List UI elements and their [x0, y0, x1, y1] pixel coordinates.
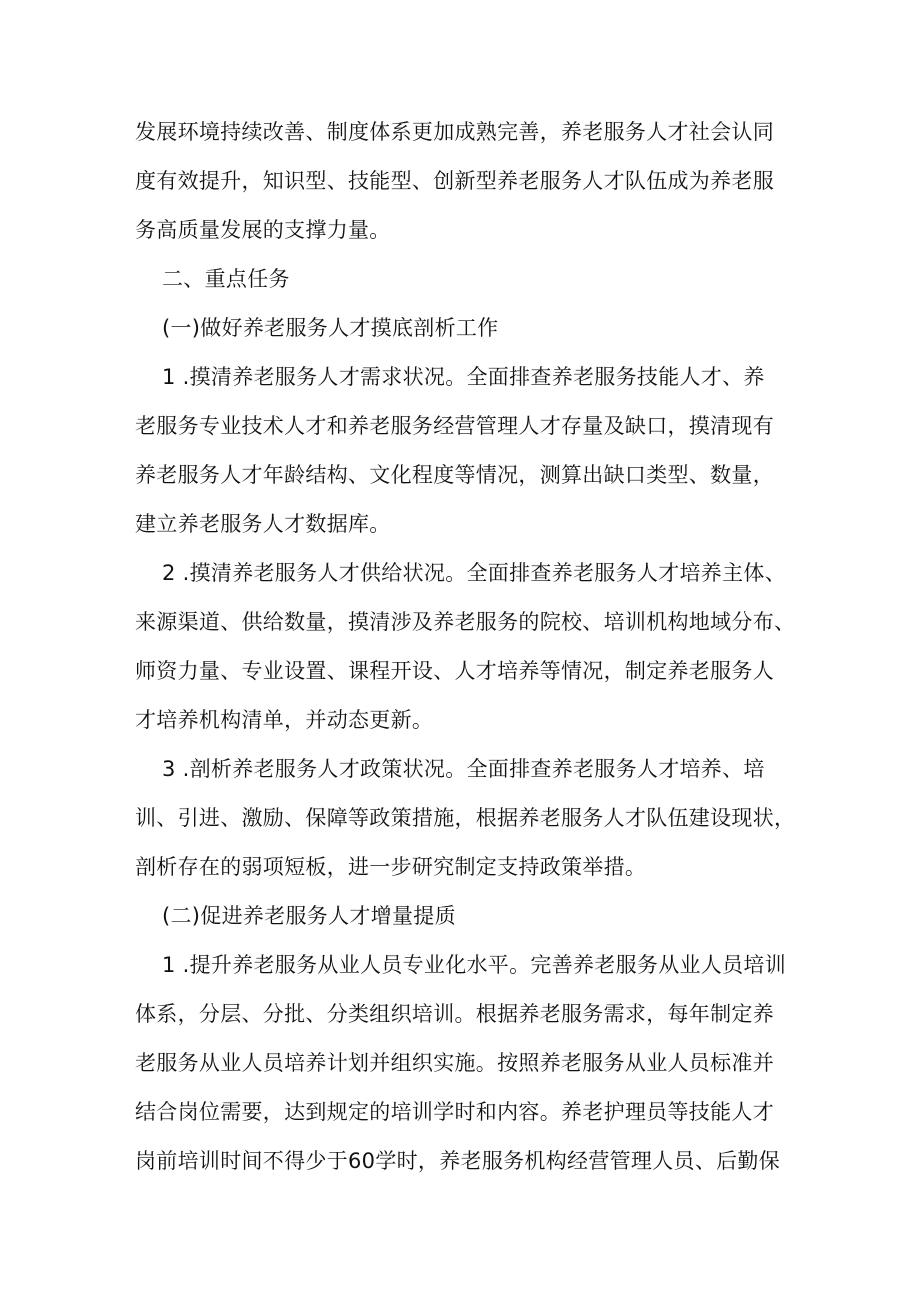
item-1-3-line-2: 训、引进、激励、保障等政策措施，根据养老服务人才队伍建设现状，: [135, 806, 796, 830]
item-1-2-line-3: 师资力量、专业设置、课程开设、人才培养等情况，制定养老服务人: [135, 659, 774, 683]
item-1-1-line-3: 养老服务人才年龄结构、文化程度等情况，测算出缺口类型、数量，: [135, 463, 774, 487]
item-1-3-line-1: 3 .剖析养老服务人才政策状况。全面排查养老服务人才培养、培: [162, 757, 765, 781]
item-1-1-line-4: 建立养老服务人才数据库。: [135, 512, 391, 536]
item-1-3-line-3: 剖析存在的弱项短板，进一步研究制定支持政策举措。: [135, 855, 647, 879]
item-2-1-line-3: 老服务从业人员培养计划并组织实施。按照养老服务从业人员标准并: [135, 1051, 774, 1075]
item-1-1-line-2: 老服务专业技术人才和养老服务经营管理人才存量及缺口，摸清现有: [135, 414, 774, 438]
item-1-1-line-1: 1 .摸清养老服务人才需求状况。全面排查养老服务技能人才、养: [162, 365, 765, 389]
item-1-2-line-2: 来源渠道、供给数量，摸清涉及养老服务的院校、培训机构地域分布、: [135, 610, 796, 634]
section-heading: 二、重点任务: [162, 267, 290, 291]
item-2-1-line-5: 岗前培训时间不得少于60学时，养老服务机构经营管理人员、后勤保: [135, 1149, 781, 1173]
subsection-heading-1: (一)做好养老服务人才摸底剖析工作: [162, 316, 499, 340]
item-2-1-line-2: 体系，分层、分批、分类组织培训。根据养老服务需求，每年制定养: [135, 1002, 774, 1026]
subsection-heading-2: (二)促进养老服务人才增量提质: [162, 904, 456, 928]
item-2-1-line-1: 1 .提升养老服务从业人员专业化水平。完善养老服务从业人员培训: [162, 953, 787, 977]
intro-line-2: 度有效提升，知识型、技能型、创新型养老服务人才队伍成为养老服: [135, 169, 774, 193]
item-1-2-line-1: 2 .摸清养老服务人才供给状况。全面排查养老服务人才培养主体、: [162, 561, 787, 585]
item-1-2-line-4: 才培养机构清单，并动态更新。: [135, 708, 434, 732]
intro-line-3: 务高质量发展的支撑力量。: [135, 218, 391, 242]
intro-line-1: 发展环境持续改善、制度体系更加成熟完善，养老服务人才社会认同: [135, 120, 774, 144]
item-2-1-line-4: 结合岗位需要，达到规定的培训学时和内容。养老护理员等技能人才: [135, 1100, 774, 1124]
